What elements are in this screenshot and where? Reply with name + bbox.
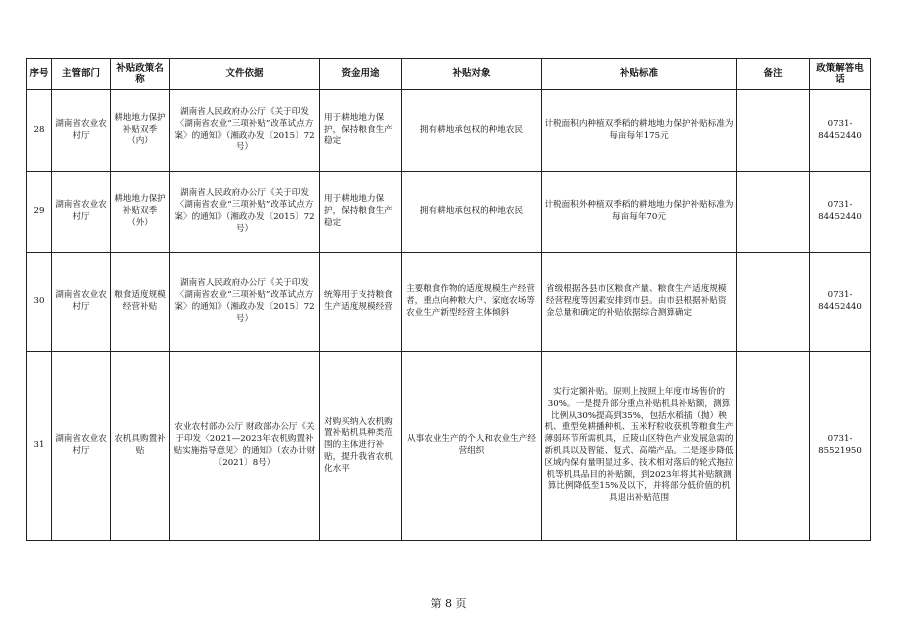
cell-remarks [737,253,810,352]
cell-policy: 耕地地力保护补贴双季（外） [111,172,170,253]
col-header-policy: 补贴政策名称 [111,59,170,90]
col-header-target: 补贴对象 [402,59,542,90]
col-header-use: 资金用途 [320,59,402,90]
cell-remarks [737,352,810,541]
cell-use: 对购买纳入农机购置补贴机具种类范围的主体进行补贴，提升我省农机化水平 [320,352,402,541]
cell-seq: 31 [27,352,52,541]
cell-standard: 计税面积内种植双季稻的耕地地力保护补贴标准为每亩每年175元 [542,90,737,172]
cell-phone: 0731-84452440 [810,90,871,172]
cell-standard: 实行定额补贴。原则上按照上年度市场售价的30%。一是提升部分重点补贴机具补贴额，测算比例从30%提高到35%，包括水稻插（抛）秧机、重型免耕播种机、玉米籽粒收获机等粮食生产薄弱环节所需机具，丘陵山区特色产业发展急需的新机具以及智能、复式、高端产品。二是逐步降低区域内保有量明显过多、技术相对落后的轮式拖拉机等机具品目的补贴额，到2023年将其补贴额测算比例降低至15%及以下，并将部分低价值的机具退出补贴范围 [542,352,737,541]
col-header-seq: 序号 [27,59,52,90]
cell-remarks [737,90,810,172]
col-header-basis: 文件依据 [170,59,320,90]
cell-basis: 湖南省人民政府办公厅《关于印发〈湖南省农业“三项补贴”改革试点方案〉的通知》（湘政办发〔2015〕72号） [170,253,320,352]
cell-basis: 湖南省人民政府办公厅《关于印发〈湖南省农业“三项补贴”改革试点方案〉的通知》（湘政办发〔2015〕72号） [170,90,320,172]
cell-phone: 0731-85521950 [810,352,871,541]
cell-target: 从事农业生产的个人和农业生产经营组织 [402,352,542,541]
cell-target: 拥有耕地承包权的种地农民 [402,90,542,172]
cell-basis: 湖南省人民政府办公厅《关于印发〈湖南省农业“三项补贴”改革试点方案〉的通知》（湘政办发〔2015〕72号） [170,172,320,253]
table-row [27,90,871,172]
cell-policy: 农机具购置补贴 [111,352,170,541]
table-row [27,352,871,541]
header-row [27,59,871,90]
cell-phone: 0731-84452440 [810,172,871,253]
cell-remarks [737,172,810,253]
cell-standard: 省级根据各县市区粮食产量、粮食生产适度规模经营程度等因素安排到市县。由市县根据补贴资金总量和确定的补贴依据综合测算确定 [542,253,737,352]
cell-standard: 计税面积外种植双季稻的耕地地力保护补贴标准为每亩每年70元 [542,172,737,253]
cell-phone: 0731-84452440 [810,253,871,352]
col-header-standard: 补贴标准 [542,59,737,90]
cell-policy: 粮食适度规模经营补贴 [111,253,170,352]
cell-dept: 湖南省农业农村厅 [52,90,111,172]
cell-target: 主要粮食作物的适度规模生产经营者，重点向种粮大户、家庭农场等农业生产新型经营主体倾斜 [402,253,542,352]
cell-dept: 湖南省农业农村厅 [52,172,111,253]
cell-dept: 湖南省农业农村厅 [52,253,111,352]
cell-seq: 30 [27,253,52,352]
col-header-remarks: 备注 [737,59,810,90]
cell-use: 统筹用于支持粮食生产适度规模经营 [320,253,402,352]
cell-basis: 农业农村部办公厅 财政部办公厅《关于印发〈2021—2023年农机购置补贴实施指导意见〉的通知》（农办计财〔2021〕8号） [170,352,320,541]
cell-dept: 湖南省农业农村厅 [52,352,111,541]
cell-target: 拥有耕地承包权的种地农民 [402,172,542,253]
table-row [27,253,871,352]
col-header-dept: 主管部门 [52,59,111,90]
policy-table [26,58,871,541]
col-header-phone: 政策解答电话 [810,59,871,90]
cell-use: 用于耕地地力保护，保持粮食生产稳定 [320,172,402,253]
cell-seq: 29 [27,172,52,253]
table-row [27,172,871,253]
cell-policy: 耕地地力保护补贴双季（内） [111,90,170,172]
page-number: 第 8 页 [430,597,467,610]
cell-use: 用于耕地地力保护，保持粮食生产稳定 [320,90,402,172]
cell-seq: 28 [27,90,52,172]
